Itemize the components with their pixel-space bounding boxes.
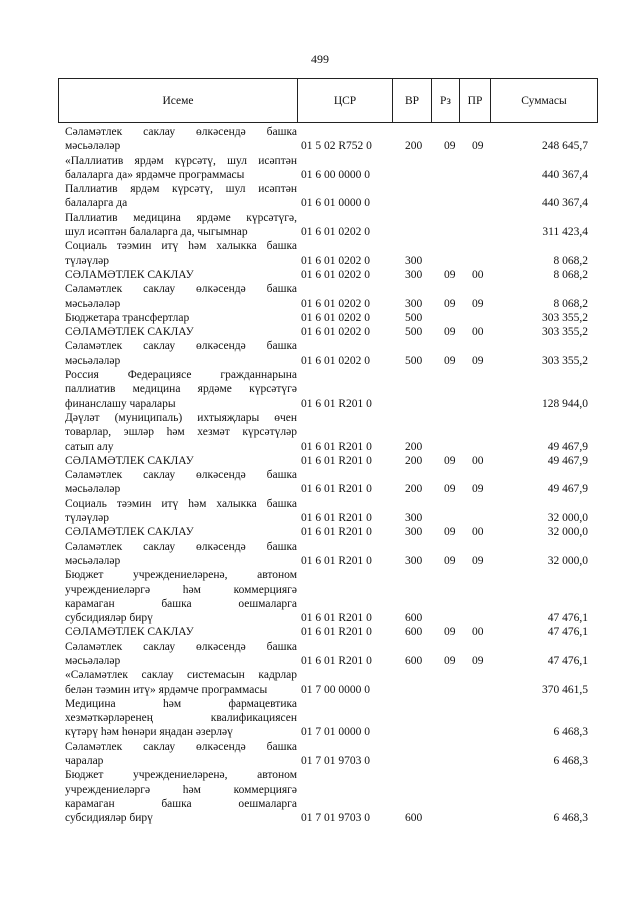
row-sum: 303 355,2 [542, 354, 588, 367]
row-sum: 32 000,0 [547, 526, 588, 539]
header-name: Исеме [162, 94, 194, 107]
table-row [58, 640, 598, 669]
row-name-line: паллиатив медицина ярдәме күрсәтүгә [65, 383, 297, 396]
table-row [58, 125, 598, 154]
row-name [65, 625, 297, 639]
row-name-line: белән тәэмин итү» ярдәмче программасы [65, 683, 268, 696]
table-row [58, 154, 598, 183]
row-name [65, 497, 297, 526]
row-vr: 600 [405, 812, 423, 825]
row-sum: 49 467,9 [547, 483, 588, 496]
row-name-line: мәсьәләләр [65, 654, 121, 667]
row-vr: 200 [405, 140, 423, 153]
row-csr: 01 6 01 R201 0 [301, 612, 372, 625]
row-vr: 600 [405, 626, 423, 639]
row-name-line: карамаган башка оешмаларга [65, 597, 297, 610]
row-csr: 01 6 01 R201 0 [301, 554, 372, 567]
row-name-line: Дәүләт (муниципаль) ихтыяҗлары өчен [65, 411, 297, 424]
row-vr: 300 [405, 297, 423, 310]
row-vr: 200 [405, 454, 423, 467]
table-row [58, 740, 598, 769]
row-csr: 01 6 01 0202 0 [301, 254, 370, 267]
row-pr: 00 [472, 526, 484, 539]
table-row [58, 525, 598, 539]
row-rz: 09 [444, 140, 456, 153]
row-csr: 01 7 00 0000 0 [301, 683, 370, 696]
table-row [58, 497, 598, 526]
table-row [58, 568, 598, 625]
row-name-line: балаларга да [65, 197, 128, 210]
row-csr: 01 6 01 0202 0 [301, 297, 370, 310]
row-sum: 6 468,3 [553, 726, 588, 739]
row-name-line: мәсьәләләр [65, 483, 121, 496]
row-name-line: Бюджет учреждениеләренә, автоном [65, 569, 297, 582]
row-pr: 09 [472, 354, 484, 367]
row-name-line: СӘЛАМӘТЛЕК САКЛАУ [65, 326, 194, 339]
row-pr: 09 [472, 297, 484, 310]
row-csr: 01 6 01 0202 0 [301, 326, 370, 339]
row-pr: 09 [472, 554, 484, 567]
row-sum: 32 000,0 [547, 554, 588, 567]
table-row [58, 625, 598, 639]
row-sum: 8 068,2 [553, 254, 588, 267]
row-vr: 300 [405, 254, 423, 267]
header-csr: ЦСР [297, 79, 392, 122]
row-sum: 303 355,2 [542, 311, 588, 324]
row-vr: 200 [405, 440, 423, 453]
row-rz: 09 [444, 268, 456, 281]
row-sum: 311 423,4 [542, 226, 588, 239]
row-name [65, 540, 297, 569]
row-name [65, 268, 297, 282]
row-sum: 49 467,9 [547, 454, 588, 467]
row-sum: 47 476,1 [547, 626, 588, 639]
row-name-line: түләүләр [65, 254, 109, 267]
row-name [65, 468, 297, 497]
table-row [58, 768, 598, 825]
row-pr: 00 [472, 268, 484, 281]
row-sum: 6 468,3 [553, 812, 588, 825]
row-name-line: мәсьәләләр [65, 297, 121, 310]
row-sum: 303 355,2 [542, 326, 588, 339]
row-name-line: субсидияләр бирү [65, 612, 153, 625]
row-name-line: хезмәткәрләренең квалификациясен [65, 712, 297, 725]
row-name-line: финанслашу чаралары [65, 397, 176, 410]
row-name [65, 768, 297, 825]
row-csr: 01 5 02 R752 0 [301, 140, 372, 153]
row-csr: 01 6 01 0202 0 [301, 354, 370, 367]
row-name-line: Сәламәтлек саклау өлкәсендә башка [65, 340, 297, 353]
row-sum: 8 068,2 [553, 268, 588, 281]
header-sum: Суммасы [490, 79, 597, 122]
row-csr: 01 6 01 R201 0 [301, 526, 372, 539]
row-name [65, 568, 297, 625]
row-name-line: Паллиатив ярдәм күрсәтү, шул исәптән [65, 183, 297, 196]
row-csr: 01 6 01 R201 0 [301, 440, 372, 453]
table-row [58, 182, 598, 211]
header-pr: ПР [459, 79, 490, 122]
row-rz: 09 [444, 354, 456, 367]
row-pr: 00 [472, 454, 484, 467]
table-row [58, 268, 598, 282]
row-name-line: СӘЛАМӘТЛЕК САКЛАУ [65, 526, 194, 539]
row-rz: 09 [444, 554, 456, 567]
row-csr: 01 6 01 R201 0 [301, 512, 372, 525]
table-row [58, 454, 598, 468]
row-sum: 32 000,0 [547, 512, 588, 525]
row-name-line: карамаган башка оешмаларга [65, 797, 297, 810]
row-pr: 00 [472, 626, 484, 639]
row-sum: 370 461,5 [542, 683, 588, 696]
row-rz: 09 [444, 526, 456, 539]
row-sum: 440 367,4 [542, 197, 588, 210]
row-rz: 09 [444, 654, 456, 667]
row-vr: 300 [405, 268, 423, 281]
row-name-line: чаралар [65, 755, 104, 768]
row-name [65, 368, 297, 411]
row-csr: 01 6 01 R201 0 [301, 454, 372, 467]
row-name-line: СӘЛАМӘТЛЕК САКЛАУ [65, 626, 194, 639]
row-sum: 6 468,3 [553, 755, 588, 768]
row-sum: 248 645,7 [542, 140, 588, 153]
table-body [58, 125, 598, 826]
row-name [65, 325, 297, 339]
row-name-line: субсидияләр бирү [65, 812, 153, 825]
row-name [65, 668, 297, 697]
row-name-line: учреждениеләргә һәм коммерциягә [65, 583, 297, 596]
table-row [58, 211, 598, 240]
row-name-line: Социаль тәэмин итү һәм халыкка башка [65, 497, 297, 510]
row-name-line: «Паллиатив ярдәм күрсәтү, шул исәптән [65, 154, 297, 167]
table-row [58, 668, 598, 697]
row-name [65, 525, 297, 539]
row-name-line: Паллиатив медицина ярдәме күрсәтүгә, [65, 211, 297, 224]
row-vr: 500 [405, 311, 423, 324]
row-vr: 300 [405, 554, 423, 567]
row-sum: 440 367,4 [542, 168, 588, 181]
row-name-line: мәсьәләләр [65, 354, 121, 367]
row-csr: 01 6 01 0202 0 [301, 268, 370, 281]
row-vr: 500 [405, 354, 423, 367]
row-name-line: СӘЛАМӘТЛЕК САКЛАУ [65, 268, 194, 281]
row-name-line: «Сәламәтлек саклау системасын кадрлар [65, 669, 297, 682]
row-name-line: Сәламәтлек саклау өлкәсендә башка [65, 469, 297, 482]
row-rz: 09 [444, 326, 456, 339]
table-header [58, 78, 598, 123]
row-sum: 47 476,1 [547, 654, 588, 667]
row-name-line: учреждениеләргә һәм коммерциягә [65, 783, 297, 796]
row-name-line: Сәламәтлек саклау өлкәсендә башка [65, 740, 297, 753]
row-csr: 01 7 01 9703 0 [301, 755, 370, 768]
page-number: 499 [311, 52, 329, 66]
row-csr: 01 6 01 R201 0 [301, 483, 372, 496]
row-name-line: Медицина һәм фармацевтика [65, 697, 297, 710]
row-csr: 01 6 01 0202 0 [301, 311, 370, 324]
row-rz: 09 [444, 297, 456, 310]
row-csr: 01 6 01 R201 0 [301, 397, 372, 410]
row-name [65, 182, 297, 211]
row-name-line: СӘЛАМӘТЛЕК САКЛАУ [65, 454, 194, 467]
row-name-line: шул исәптән балаларга да, чыгымнар [65, 226, 248, 239]
row-vr: 600 [405, 654, 423, 667]
row-name-line: Сәламәтлек саклау өлкәсендә башка [65, 540, 297, 553]
row-csr: 01 7 01 0000 0 [301, 726, 370, 739]
row-name-line: күтәрү һәм һөнәри яңадан әзерләү [65, 726, 233, 739]
row-name [65, 339, 297, 368]
table-row [58, 311, 598, 325]
row-name-line: Бюджетара трансфертлар [65, 311, 190, 324]
row-name [65, 640, 297, 669]
table-row [58, 325, 598, 339]
row-csr: 01 6 01 R201 0 [301, 654, 372, 667]
row-name-line: Сәламәтлек саклау өлкәсендә башка [65, 640, 297, 653]
row-sum: 128 944,0 [542, 397, 588, 410]
row-vr: 600 [405, 612, 423, 625]
row-name [65, 740, 297, 769]
row-name [65, 239, 297, 268]
header-vr: ВР [392, 79, 431, 122]
row-name [65, 311, 297, 325]
table-row [58, 282, 598, 311]
table-row [58, 697, 598, 740]
row-name-line: балаларга да» ярдәмче программасы [65, 168, 245, 181]
table-row [58, 339, 598, 368]
row-csr: 01 6 01 0000 0 [301, 197, 370, 210]
table-row [58, 468, 598, 497]
row-name [65, 125, 297, 154]
row-name [65, 697, 297, 740]
table-row [58, 540, 598, 569]
row-name-line: сатып алу [65, 440, 114, 453]
row-vr: 300 [405, 512, 423, 525]
row-name-line: Россия Федерациясе гражданнарына [65, 369, 297, 382]
row-name-line: Бюджет учреждениеләренә, автоном [65, 769, 297, 782]
row-name [65, 411, 297, 454]
row-name [65, 211, 297, 240]
row-csr: 01 7 01 9703 0 [301, 812, 370, 825]
row-csr: 01 6 00 0000 0 [301, 168, 370, 181]
row-name-line: түләүләр [65, 512, 109, 525]
row-name [65, 454, 297, 468]
row-rz: 09 [444, 483, 456, 496]
row-name-line: мәсьәләләр [65, 554, 121, 567]
row-name [65, 154, 297, 183]
table-row [58, 411, 598, 454]
row-pr: 00 [472, 326, 484, 339]
row-name-line: Сәламәтлек саклау өлкәсендә башка [65, 126, 297, 138]
row-pr: 09 [472, 140, 484, 153]
row-pr: 09 [472, 483, 484, 496]
row-vr: 300 [405, 526, 423, 539]
header-rz: Рз [431, 79, 459, 122]
row-sum: 49 467,9 [547, 440, 588, 453]
row-name-line: мәсьәләләр [65, 140, 121, 153]
row-name-line: Сәламәтлек саклау өлкәсендә башка [65, 283, 297, 296]
table-row [58, 368, 598, 411]
row-name-line: товарлар, эшләр һәм хезмәт күрсәтүләр [65, 426, 297, 439]
row-sum: 47 476,1 [547, 612, 588, 625]
row-rz: 09 [444, 454, 456, 467]
row-csr: 01 6 01 R201 0 [301, 626, 372, 639]
row-csr: 01 6 01 0202 0 [301, 226, 370, 239]
row-sum: 8 068,2 [553, 297, 588, 310]
row-name [65, 282, 297, 311]
row-vr: 500 [405, 326, 423, 339]
row-rz: 09 [444, 626, 456, 639]
row-name-line: Социаль тәэмин итү һәм халыкка башка [65, 240, 297, 253]
table-row [58, 239, 598, 268]
row-vr: 200 [405, 483, 423, 496]
row-pr: 09 [472, 654, 484, 667]
